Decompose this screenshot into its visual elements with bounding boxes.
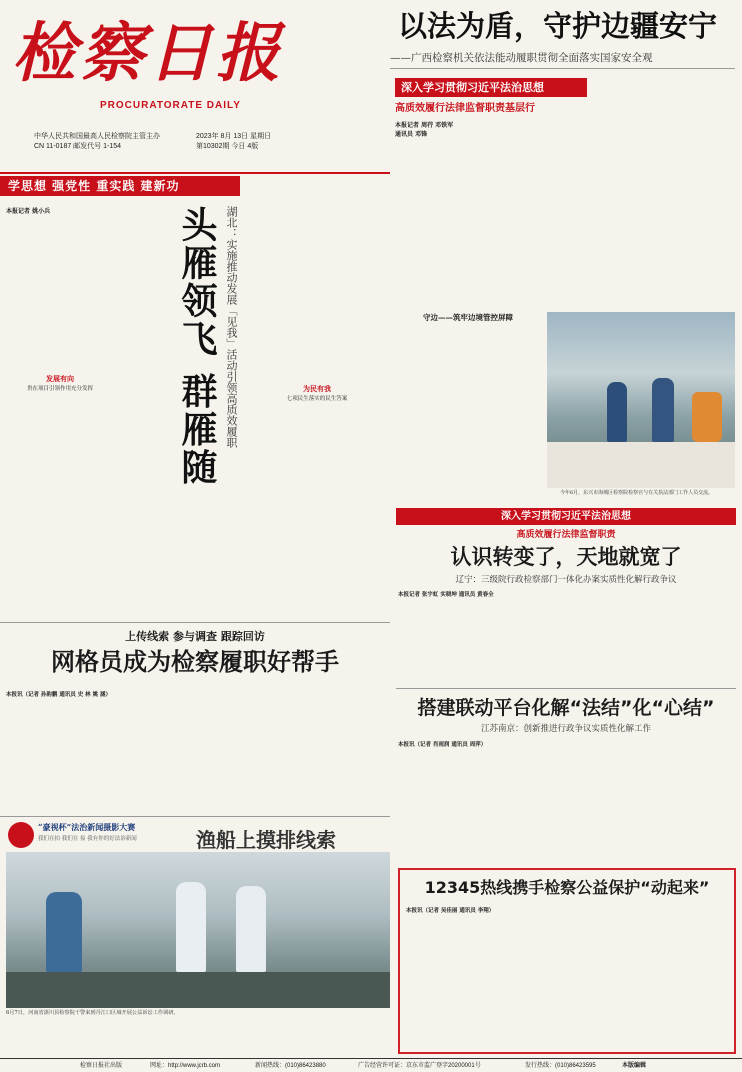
date-line: 2023年 8月 13日 星期日 (196, 133, 272, 140)
ad-brand: “豪视杯”法治新闻摄影大赛 (38, 822, 136, 832)
lead-banner: 深入学习贯彻习近平法治思想 (395, 78, 587, 97)
middle-banner-sub: 高质效履行法律监督职责 (516, 530, 616, 540)
left-byline: 本报记者 姚小兵 (6, 208, 51, 215)
grid-divider (0, 622, 390, 623)
side-title: 头雁领飞 群雁随 (176, 206, 217, 487)
ad-photo (6, 852, 390, 1008)
middle-banner: 深入学习贯彻习近平法治思想 (396, 508, 736, 525)
lead-text-col5 (395, 326, 465, 506)
box-byline: 本报讯（记者 吴佳丽 通讯员 李翔） (406, 908, 495, 914)
mid-text-1 (244, 178, 390, 378)
middle-divider (396, 688, 736, 689)
middle-text-8 (656, 740, 736, 860)
box-title: 12345热线携手检察公益保护“动起来” (424, 878, 710, 897)
footer-editor: 本版编辑 (622, 1063, 647, 1069)
ad-title: 渔船上摸排线索 (196, 828, 336, 852)
box-text-2 (512, 906, 618, 1048)
middle-text-7 (570, 740, 652, 860)
middle-text-3 (567, 590, 649, 684)
footer-address: 检察日报社出版 (80, 1063, 123, 1069)
middle-text-5 (398, 750, 480, 860)
footer-tel1: 新闻热线：(010)86423880 (255, 1063, 326, 1069)
section-slogan: 学思想 强党性 重实践 建新功 (0, 176, 240, 196)
mid-text-2 (244, 406, 390, 618)
box-text-1 (406, 916, 506, 1048)
box-text-3 (624, 906, 730, 1048)
section-rule (0, 172, 390, 174)
grid-byline: 本报讯（记者 孙韵鹏 通讯员 史 林 姚 涵） (6, 692, 111, 698)
grid-title: 网格员成为检察履职好帮手 (51, 648, 339, 676)
left-text-1 (6, 216, 114, 368)
left-subhead2b: 七项民生落实的民生答案 (286, 396, 348, 402)
lead-divider (390, 68, 735, 69)
masthead-logo: 检察日报 (12, 16, 284, 91)
ad-logo-icon (8, 822, 34, 848)
middle-byline2: 本报讯（记者 肖雨润 通讯员 周萍） (398, 742, 487, 748)
lead-text-col1 (395, 140, 473, 308)
grid-text-2 (130, 690, 254, 810)
issue-line: 第10302期 今日 4版 (196, 143, 259, 150)
lead-photo-caption: 今年6月，东兴市海城区检察院检察官与有关执法部门工作人员交流。 (560, 490, 714, 496)
publisher-line: 中华人民共和国最高人民检察院主管主办 (34, 133, 160, 140)
lead-photo (547, 312, 735, 488)
middle-byline: 本报记者 张宇虹 实晓坤 通讯员 黄春全 (398, 592, 494, 598)
left-subhead1: 发展有向 (46, 374, 74, 383)
middle-text-2 (481, 590, 563, 684)
left-text-3 (118, 542, 240, 618)
left-text-2 (6, 396, 114, 618)
ad-caption: 6月7日，河南省浙川县检察院干警来到丹江口区域开展公益诉讼工作调研。 (6, 1010, 179, 1016)
lead-title: 以法为盾，守护边疆安宁 (398, 9, 718, 43)
left-subhead2: 为民有我 (303, 384, 331, 393)
lead-byline: 本报记者 周荇 邓铁军 (395, 122, 454, 129)
middle-title: 认识转变了，天地就宽了 (450, 545, 682, 569)
footer-rule (0, 1058, 742, 1059)
issn-line: CN 11-0187 邮发代号 1-154 (34, 143, 122, 150)
footer-tel3: 发行热线：(010)86423595 (525, 1063, 596, 1069)
masthead-english: PROCURATORATE DAILY (100, 100, 241, 111)
middle-text-1 (398, 604, 476, 684)
grid-kicker: 上传线索 参与调查 跟踪回访 (125, 630, 265, 643)
lead-text-col2 (478, 120, 548, 308)
lead-subtitle: ——广西检察机关依法能动履职贯彻全面落实国家安全观 (390, 52, 653, 64)
lead-text-col4 (623, 70, 735, 308)
middle-subtitle: 辽宁：三级院行政检察部门一体化办案实质性化解行政争议 (455, 575, 677, 585)
middle-text-4 (653, 590, 736, 684)
middle-title2: 搭建联动平台化解“法结”化“心结” (417, 697, 715, 719)
lead-byline2: 通讯员 邓锋 (395, 131, 428, 138)
lead-text-col6 (470, 326, 540, 506)
ad-brand-sub: 我们在拍 我们在 接 我有你的好法治新闻 (38, 836, 137, 842)
lead-banner-sub: 高质效履行法律监督职责基层行 (395, 103, 535, 114)
middle-text-6 (484, 740, 566, 860)
ad-divider (0, 816, 390, 817)
footer-tel2: 广告经营许可证：京东市监广登字20200001号 (358, 1063, 481, 1069)
side-subtitle: 湖北：实施推动发展「见我」活动引领高质效履职 (225, 206, 238, 448)
grid-text-1 (6, 700, 124, 810)
middle-subtitle2: 江苏南京：创新推进行政争议实质性化解工作 (480, 724, 651, 734)
left-subhead1b: 贵在项目引领作用充分发挥 (26, 386, 93, 392)
grid-text-3 (260, 690, 390, 810)
footer-site: 网址：http://www.jcrb.com (150, 1063, 221, 1069)
lead-text-col3 (552, 120, 620, 308)
lead-subhead: 守边——筑牢边境管控屏障 (423, 313, 513, 322)
